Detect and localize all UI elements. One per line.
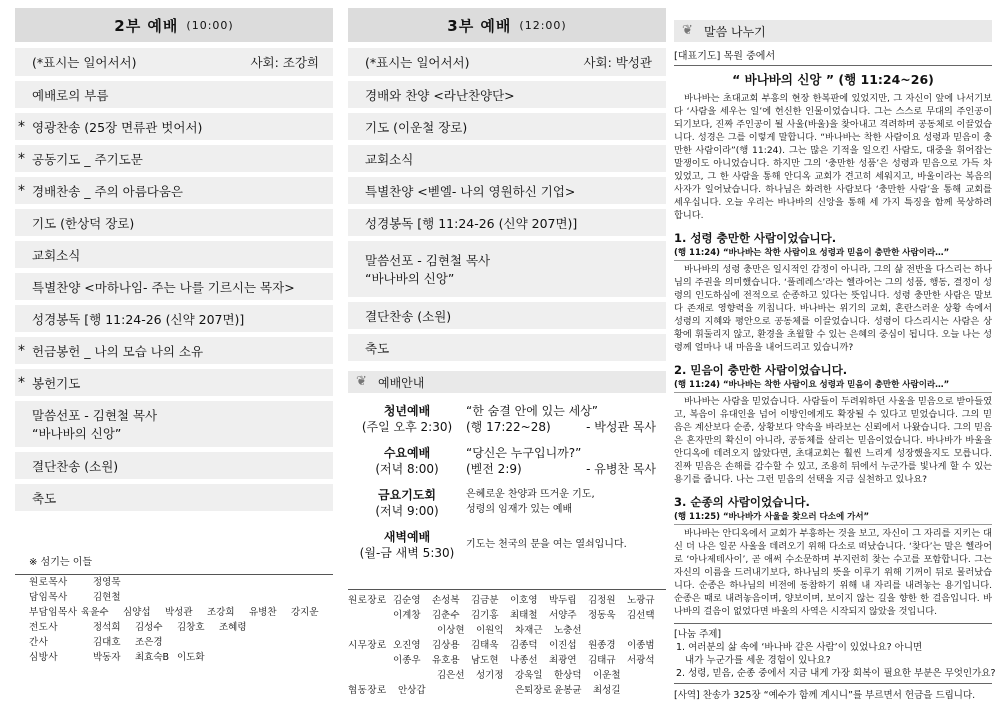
staff-name: 김현철: [93, 592, 121, 603]
elder-name: 최태철: [510, 610, 538, 621]
elder-row: [348, 668, 666, 683]
guide-line2: [466, 419, 666, 435]
host-name: 사회: 조강희: [250, 55, 319, 70]
service-3-title: [348, 8, 666, 42]
staff-role: 심방사: [29, 652, 59, 663]
elder-name: 김순영: [393, 595, 421, 606]
staff-row: [29, 575, 333, 590]
guide-name-block: [348, 403, 466, 435]
order-item: [15, 369, 333, 396]
closing-hymn: 결단찬송 (소원): [32, 458, 119, 474]
guide-item: [348, 529, 666, 561]
elder-role: [348, 668, 398, 683]
elder-name: 강욱일: [515, 670, 543, 681]
point-verse: (행 11:25) “바나바가 사울을 찾으러 다소에 가서”: [674, 510, 992, 525]
leaf-icon: ❦: [356, 374, 367, 389]
point-body: 바나바는 안디옥에서 교회가 부흥하는 것을 보고, 자신이 그 자리를 지키는 대신 더 나은 일꾼 사울을 데려오기 위해 다소로 떠났습니다. ‘찾다’는 말은 헬라어로 ‘아나제테사이’, 곧 애써 수소문하며 부지런히 찾는 수고를 포함합니다. 그는 자신의 이름을 드러내기보다, 하나님의 뜻을 이루기 위해 기꺼이 뒤로 물러났습니다. 순종은 하나님의 비전에 동참하기 위해 내 자리를 내려놓는 용기입니다. 순종은 때로 내려놓음이며, 양보이며, 보이지 않는 길을 향한 한 걸음입니다. 바나바의 걸음이 없었다면 바울의 사역은 시작되지 않았을 것입니다.: [674, 528, 992, 617]
elder-name: [398, 623, 437, 638]
guide-desc: [466, 487, 666, 519]
order-item: [15, 273, 333, 300]
order-item: [15, 145, 333, 172]
guide-header: [348, 371, 666, 393]
elder-name: 이원익: [476, 625, 504, 636]
service-2-header-row: [15, 48, 333, 76]
staff-row: [29, 650, 333, 665]
staff-row: [29, 605, 333, 620]
elder-name: 이상현: [437, 625, 465, 636]
sharing-header: [674, 20, 992, 42]
elder-name: 노충선: [554, 625, 582, 636]
service-3-column: [348, 0, 666, 698]
guide-service-time: (저녁 9:00): [375, 504, 439, 518]
order-item: [15, 81, 333, 108]
guide-item: [348, 403, 666, 435]
staff-name: 육윤수: [81, 607, 109, 618]
guide-name-block: [348, 529, 466, 561]
staff-name: 조강희: [207, 607, 235, 618]
standing-note: (*표시는 일어서서): [365, 55, 470, 70]
elder-name: 김선택: [627, 610, 655, 621]
order-item-label: * 경배찬송 _ 주의 아름다움은: [32, 183, 183, 199]
elder-name: 이호영: [510, 595, 538, 606]
point-body: 바나바는 사람을 믿었습니다. 사람들이 두려워하던 사울을 믿음으로 받아들였고, 복음이 유대인을 넘어 이방인에게도 확장될 수 있다고 믿었습니다. 그의 믿음은 계산보다 순종, 상황보다 약속을 바라보는 신뢰에서 나왔습니다. 그의 믿음은 혼자만의 확신이 아니라, 공동체를 살리는 믿음이었습니다. 바나바가 바울을 안디옥에 데려오지 않았다면, 초대교회는 훨씬 느리게 성장했을지도 모릅니다. 진짜 믿음은 손해를 감수할 수 있고, 조용히 뒤에서 누군가를 빛나게 할 수 있는 용기를 줍니다. 나는 그런 믿음의 선택을 지금 실천하고 있나요?: [674, 396, 992, 485]
service-2-column: [15, 0, 333, 665]
elder-name: 이운철: [593, 670, 621, 681]
sharing-title: 말씀 나누기: [704, 24, 766, 39]
staff-name: 이도화: [177, 652, 205, 663]
order-item-label: 예배로의 부름: [32, 87, 109, 103]
staff-name: 심양섭: [123, 607, 151, 618]
guide-passage: (행 17:22~28): [466, 420, 551, 434]
staff-list: [15, 575, 333, 665]
staff-role: 원로목사: [29, 577, 68, 588]
service-2-title: [15, 8, 333, 42]
elder-name: [354, 608, 393, 623]
elder-name: [476, 683, 515, 698]
point-verse: (행 11:24) “바나바는 착한 사람이요 성령과 믿음이 충만한 사람이라…”: [674, 246, 992, 261]
guide-speaker: - 유병찬 목사: [586, 462, 656, 476]
service-3-header-row: [348, 48, 666, 76]
point-heading: 1. 성령 충만한 사람이었습니다.: [674, 231, 837, 245]
elder-name: 이계창: [393, 610, 421, 621]
order-item-label: 특별찬양 <벧엘- 나의 영원하신 기업>: [365, 183, 576, 199]
elder-name: 이종범: [627, 640, 655, 651]
guide-desc: [466, 529, 666, 561]
order-item: [348, 209, 666, 236]
elder-name: 남도현: [471, 655, 499, 666]
closing-hymn-row: [15, 452, 333, 479]
elder-name: 김춘수: [432, 610, 460, 621]
staff-name: 김대호: [93, 637, 121, 648]
order-item-label: * 헌금봉헌 _ 나의 모습 나의 소유: [32, 343, 204, 359]
point-heading: 2. 믿음이 충만한 사람이었습니다.: [674, 363, 848, 377]
guide-service-name: 금요기도회: [378, 488, 436, 502]
elder-name: 노광규: [627, 595, 655, 606]
elder-role: 협동장로: [348, 685, 387, 696]
discussion-question: 내가 누군가를 세운 경험이 있나요?: [676, 655, 831, 666]
staff-names: [93, 575, 333, 590]
guide-item: [348, 487, 666, 519]
elder-name: 윤봉균: [554, 685, 582, 696]
staff-row: [29, 620, 333, 635]
staff-names: [93, 650, 333, 665]
guide-passage: (벧전 2:9): [466, 462, 522, 476]
staff-title: ※ 섬기는 이들: [29, 557, 93, 568]
elder-name: 김금분: [471, 595, 499, 606]
staff-role: 부담임목사: [29, 607, 78, 618]
elder-row: [348, 608, 666, 623]
staff-names: [81, 605, 333, 620]
guide-line1: 기도는 천국의 문을 여는 열쇠입니다.: [466, 539, 627, 550]
staff-row: [29, 635, 333, 650]
host-name: 사회: 박성관: [583, 55, 652, 70]
elder-name: 정동욱: [588, 610, 616, 621]
order-item: [15, 337, 333, 364]
guide-service-time: (저녁 8:00): [375, 462, 439, 476]
elder-name: [437, 683, 476, 698]
order-item: [15, 177, 333, 204]
staff-names: [93, 590, 333, 605]
order-item: [348, 81, 666, 108]
sermon-row: [348, 241, 666, 297]
benediction-row: [348, 334, 666, 361]
elder-name: 손성복: [432, 595, 460, 606]
elder-row: [348, 683, 666, 698]
staff-name: 유병찬: [249, 607, 277, 618]
benediction: 축도: [32, 490, 57, 506]
sermon-title: “바나바의 신앙”: [365, 271, 455, 286]
elder-name: 성기정: [476, 670, 504, 681]
elder-name: 김은선: [437, 670, 465, 681]
order-item: [15, 305, 333, 332]
sermon-preacher: 말씀선포 - 김현철 목사: [32, 408, 158, 423]
elder-name: 최성길: [593, 685, 621, 696]
guide-line2: [466, 461, 666, 477]
guide-item: [348, 445, 666, 477]
elder-row: [348, 653, 666, 668]
elder-names: [393, 638, 666, 653]
elder-name: 유호용: [432, 655, 460, 666]
guide-speaker: - 박성관 목사: [586, 420, 656, 434]
order-item-label: 기도 (이운철 장로): [365, 119, 468, 135]
staff-name: 박성관: [165, 607, 193, 618]
order-item: [348, 177, 666, 204]
prayer-leader: [대표기도] 목원 중에서: [674, 47, 992, 66]
elder-name: 김기홍: [471, 610, 499, 621]
elder-name: 안상갑: [398, 685, 426, 696]
staff-names: [93, 620, 333, 635]
service-3-time: (12:00): [519, 18, 567, 32]
guide-service-name: 수요예배: [383, 446, 431, 460]
guide-service-time: (월-금 새벽 5:30): [359, 546, 455, 560]
order-item-label: 교회소식: [32, 247, 81, 263]
elder-name: 이진섭: [549, 640, 577, 651]
sermon-points: [674, 230, 992, 618]
elder-name: 원종경: [588, 640, 616, 651]
guide-passage: 성령의 임재가 있는 예배: [466, 504, 573, 515]
guide-desc: [466, 403, 666, 435]
guide-title: 예배안내: [378, 375, 425, 390]
standing-note: (*표시는 일어서서): [32, 55, 137, 70]
elder-name: 김태규: [588, 655, 616, 666]
discussion-title: [나눔 주제]: [674, 629, 722, 640]
elder-names: [393, 593, 666, 608]
order-item: [348, 145, 666, 172]
order-item-label: * 봉헌기도: [32, 375, 81, 391]
service-2-order: [15, 81, 333, 396]
order-item-label: 성경봉독 [행 11:24-26 (신약 207면)]: [32, 311, 245, 327]
elder-role: 시무장로: [348, 640, 387, 651]
guide-name-block: [348, 445, 466, 477]
order-item-label: 특별찬양 <마하나임- 주는 나를 기르시는 목자>: [32, 279, 295, 295]
elder-row: [348, 593, 666, 608]
order-item: [348, 113, 666, 140]
elders-list: [348, 589, 666, 698]
elder-name: 서광석: [627, 655, 655, 666]
discussion-question: 2. 성령, 믿음, 순종 중에서 지금 내게 가장 회복이 필요한 부분은 무엇인가요?: [676, 668, 996, 679]
guide-line2: [466, 502, 666, 517]
order-item: [15, 209, 333, 236]
benediction: 축도: [365, 340, 390, 356]
order-item-label: * 공동기도 _ 주기도문: [32, 151, 143, 167]
sermon-sharing-column: [674, 0, 996, 701]
elder-role: [348, 623, 398, 638]
elder-name: 한상덕: [554, 670, 582, 681]
guide-service-time: (주일 오후 2:30): [361, 420, 453, 434]
staff-role: 간사: [29, 637, 49, 648]
point-body: 바나바의 성령 충만은 일시적인 감정이 아니라, 그의 삶 전반을 다스리는 하나님의 주권을 의미했습니다. ‘풀레레스’라는 헬라어는 그의 성품, 행동, 결정이 성령의 인도하심에 전적으로 순종하고 있다는 뜻입니다. 성령 충만한 사람은 말보다 존재로 영향력을 끼칩니다. 바나바는 위기의 교회, 혼란스러운 상황 속에서 성령의 지혜와 평안으로 공동체를 이끌었습니다. 성령이 다스리시는 사람은 상황에 휘둘리지 않고, 환경을 초월할 수 있는 은혜의 중심이 됩니다. 오늘 나는 성령께 얼마나 내 마음을 내어드리고 있습니까?: [674, 264, 992, 353]
elder-role: 원로장로: [348, 595, 387, 606]
discussion-section: [674, 623, 996, 680]
elder-name: 김상용: [432, 640, 460, 651]
benediction-row: [15, 484, 333, 511]
staff-name: 정석희: [93, 622, 121, 633]
guide-line1: “당신은 누구입니까?”: [466, 446, 582, 460]
closing-hymn: 결단찬송 (소원): [365, 308, 452, 324]
guide-service-name: 새벽예배: [383, 530, 431, 544]
elder-name: 이종우: [393, 655, 421, 666]
sermon-intro: 바나바는 초대교회 부흥의 현장 한복판에 있었지만, 그 자신이 앞에 나서기보다 ‘사람을 세우는 일’에 헌신한 인물이었습니다. 그는 스스로 무대의 주인공이 되기보다, 진짜 주인공이 될 사울(바울)을 찾아내고 격려하며 공동체로 이끌었습니다. 성경은 그를 이렇게 말합니다. “바나바는 착한 사람이요 성령과 믿음이 충만한 사람이라”(행 11:24). 그는 많은 기적을 일으킨 사람도, 대중을 휘어잡는 말쟁이도 아니었습니다. 하지만 그의 ‘충만한 성품’은 성령과 믿음으로 가득 차 있었고, 그 한 사람을 통해 안디옥 교회가 견고히 세워지고, 바울이라는 복음의 사자가 일어났습니다. 하나님은 화려한 사람보다 ‘충만한 사람’을 통해 교회를 세우십니다. 오늘 우리는 바나바의 신앙을 통해 세 가지 특징을 함께 묵상하려 합니다.: [674, 93, 992, 221]
staff-row: [29, 590, 333, 605]
staff-name: 최효숙B: [135, 652, 170, 663]
elder-name: 은퇴장로: [515, 685, 552, 696]
order-item-label: 경배와 찬양 <라난찬양단>: [365, 87, 515, 103]
guide-desc: [466, 445, 666, 477]
order-item-label: 기도 (한상덕 장로): [32, 215, 135, 231]
elder-name: 김종덕: [510, 640, 538, 651]
staff-name: 조혜령: [219, 622, 247, 633]
service-3-name: 3부 예배: [447, 16, 512, 35]
sermon-preacher: 말씀선포 - 김현철 목사: [365, 253, 491, 268]
closing-hymn-row: [348, 302, 666, 329]
guide-service-name: 청년예배: [383, 404, 431, 418]
staff-name: 조은경: [135, 637, 163, 648]
elder-name: 박두립: [549, 595, 577, 606]
staff-name: 강지운: [291, 607, 319, 618]
elder-name: 오진영: [393, 640, 421, 651]
service-2-time: (10:00): [186, 18, 234, 32]
service-2-name: 2부 예배: [114, 16, 179, 35]
elder-name: 김태욱: [471, 640, 499, 651]
discussion-question: 1. 여러분의 삶 속에 ‘바나바 같은 사람’이 있었나요? 아니면: [676, 642, 923, 653]
staff-role: 담임목사: [29, 592, 68, 603]
discussion-questions: [674, 641, 996, 680]
staff-names: [93, 635, 333, 650]
elder-name: 나종선: [510, 655, 538, 666]
elder-name: 최광연: [549, 655, 577, 666]
elder-name: [398, 668, 437, 683]
staff-name: 김성수: [135, 622, 163, 633]
mission-text: [사역] 찬송가 325장 “예수가 함께 계시니”를 부르면서 헌금을 드립니다.: [674, 683, 992, 701]
order-item-label: 교회소식: [365, 151, 414, 167]
elder-names: [398, 623, 666, 638]
elder-names: [354, 608, 666, 623]
guide-name-block: [348, 487, 466, 519]
order-item: [15, 113, 333, 140]
point-heading: 3. 순종의 사람이었습니다.: [674, 495, 810, 509]
order-item-label: * 영광찬송 (25장 면류관 벗어서): [32, 119, 203, 135]
sharing-sermon-title: “ 바나바의 신앙 ” (행 11:24~26): [732, 72, 934, 87]
service-3-order: [348, 81, 666, 236]
guide-line1: 은혜로운 찬양과 뜨거운 기도,: [466, 489, 595, 500]
order-item: [15, 241, 333, 268]
sermon-row: [15, 401, 333, 447]
sermon-title: “바나바의 신앙”: [32, 426, 122, 441]
elder-names: [354, 653, 666, 668]
guide-line1: “한 숨결 안에 있는 세상”: [466, 404, 599, 418]
elder-name: 김정원: [588, 595, 616, 606]
staff-role: 전도사: [29, 622, 59, 633]
staff-name: 김창호: [177, 622, 205, 633]
staff-name: 박동자: [93, 652, 121, 663]
order-item-label: 성경봉독 [행 11:24-26 (신약 207면)]: [365, 215, 578, 231]
leaf-icon: ❦: [682, 23, 693, 38]
guide-list: [348, 403, 666, 561]
elder-names: [398, 683, 666, 698]
elder-name: 서양주: [549, 610, 577, 621]
elder-names: [398, 668, 666, 683]
point-verse: (행 11:24) “바나바는 착한 사람이요 성령과 믿음이 충만한 사람이라…”: [674, 378, 992, 393]
elder-name: [354, 653, 393, 668]
elder-row: [348, 638, 666, 653]
elder-name: 차재근: [515, 625, 543, 636]
staff-name: 정영묵: [93, 577, 121, 588]
elder-row: [348, 623, 666, 638]
